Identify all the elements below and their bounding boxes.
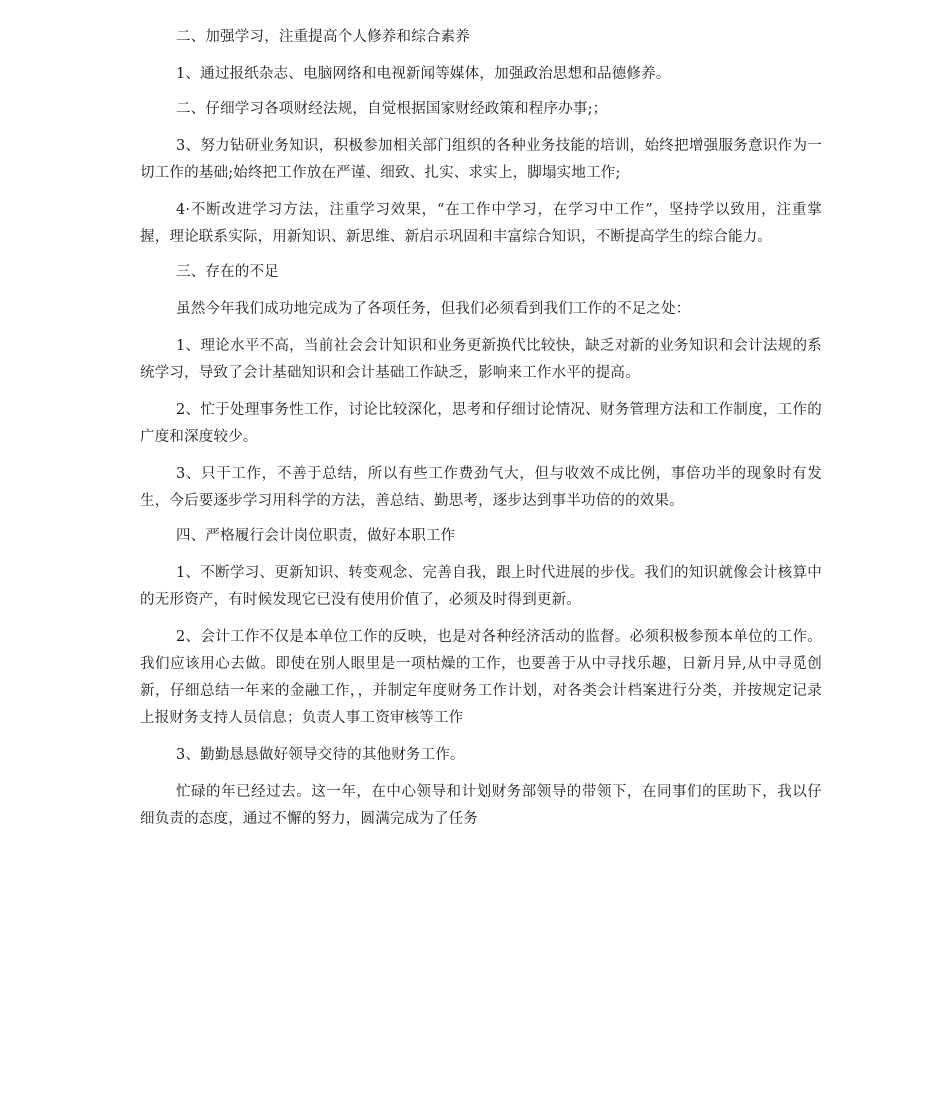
paragraph: 3、只干工作，不善于总结，所以有些工作费劲气大，但与收效不成比例，事倍功半的现象时有发生，今后要逐步学习用科学的方法，善总结、勤思考，逐步达到事半功倍的的效果。 <box>140 466 822 509</box>
paragraph: 1、理论水平不高，当前社会会计知识和业务更新换代比较快，缺乏对新的业务知识和会计法规的系统学习，导致了会计基础知识和会计基础工作缺乏，影响来工作水平的提高。 <box>140 338 822 381</box>
section-heading-4: 四、严格履行会计岗位职责，做好本职工作 <box>176 528 456 544</box>
paragraph: 1、不断学习、更新知识、转变观念、完善自我，跟上时代进展的步伐。我们的知识就像会计核算中的无形资产，有时候发现它已没有使用价值了，必须及时得到更新。 <box>140 565 822 608</box>
section-heading-3: 三、存在的不足 <box>176 264 279 280</box>
section-heading-2: 二、加强学习，注重提高个人修养和综合素养 <box>176 29 470 45</box>
document-page <box>140 24 822 833</box>
paragraph: 3、努力钻研业务知识，积极参加相关部门组织的各种业务技能的培训，始终把增强服务意识作为一切工作的基础;始终把工作放在严谨、细致、扎实、求实上，脚塌实地工作; <box>140 138 822 181</box>
paragraph: 2、会计工作不仅是本单位工作的反映，也是对各种经济活动的监督。必须积极参预本单位的工作。我们应该用心去做。即使在别人眼里是一项枯燥的工作，也要善于从中寻找乐趣，日新月异,从中寻觅创新，仔细总结一年来的金融工作，，并制定年度财务工作计划，对各类会计档案进行分类，并按规定记录上报财务支持人员信息；负责人事工资审核等工作 <box>140 629 822 726</box>
paragraph: 二、仔细学习各项财经法规，自觉根据国家财经政策和程序办事;； <box>176 101 608 117</box>
paragraph: 忙碌的年已经过去。这一年，在中心领导和计划财务部领导的带领下，在同事们的匡助下，我以仔细负责的态度，通过不懈的努力，圆满完成为了任务 <box>140 784 822 827</box>
paragraph: 4·不断改进学习方法，注重学习效果，“在工作中学习，在学习中工作”，坚持学以致用，注重掌握，理论联系实际，用新知识、新思维、新启示巩固和丰富综合知识，不断提高学生的综合能力。 <box>140 202 822 245</box>
paragraph: 1、通过报纸杂志、电脑网络和电视新闻等媒体，加强政治思想和品德修养。 <box>176 66 671 82</box>
paragraph: 2、忙于处理事务性工作，讨论比较深化，思考和仔细讨论情况、财务管理方法和工作制度，工作的广度和深度较少。 <box>140 402 822 445</box>
paragraph: 3、勤勤恳恳做好领导交待的其他财务工作。 <box>176 747 465 763</box>
paragraph: 虽然今年我们成功地完成为了各项任务，但我们必须看到我们工作的不足之处： <box>176 301 691 317</box>
